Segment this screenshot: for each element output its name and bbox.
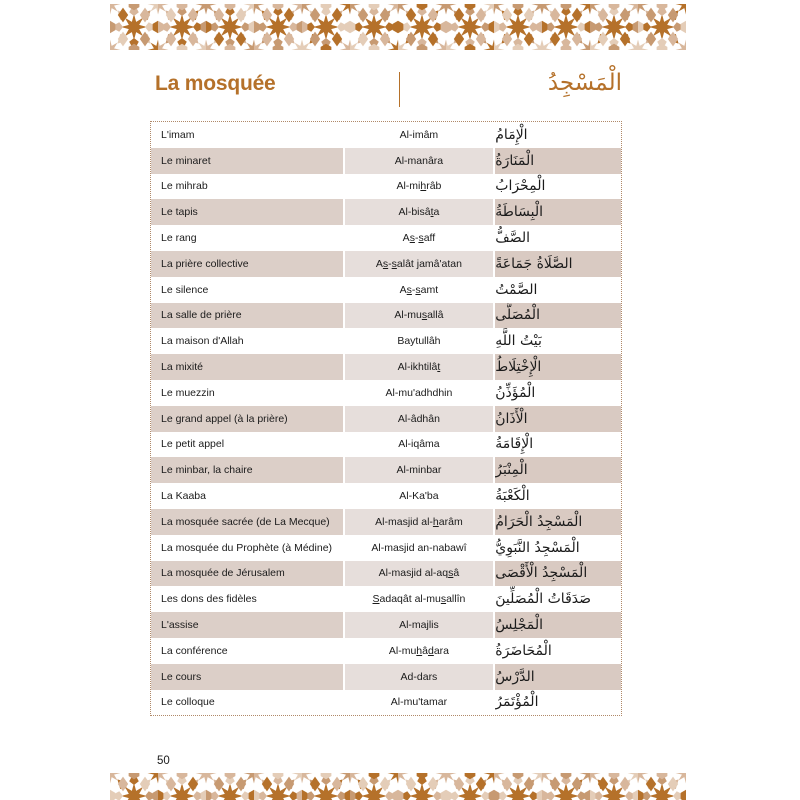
cell-transliteration: A s - s alât jamâ'atan <box>345 251 494 277</box>
cell-arabic: الْمُحَاضَرَةُ <box>495 638 621 664</box>
ornament-tile <box>446 773 494 800</box>
cell-arabic: الصَّفُّ <box>495 225 621 251</box>
cell-french: La mosquée sacrée (de La Mecque) <box>151 509 343 535</box>
cell-arabic: الْكَعْبَةُ <box>495 483 621 509</box>
cell-transliteration: Al-imâm <box>345 122 494 148</box>
ornament-tile <box>158 773 206 800</box>
cell-french: Le minaret <box>151 148 343 174</box>
cell-french: Les dons des fidèles <box>151 586 343 612</box>
cell-transliteration: A s - s amt <box>345 277 494 303</box>
cell-french: La mosquée de Jérusalem <box>151 561 343 587</box>
ornament-tile <box>638 4 686 50</box>
table-row <box>151 122 621 148</box>
cell-arabic: الْمِنْبَرُ <box>495 457 621 483</box>
page-number: 50 <box>157 755 170 767</box>
table-row <box>151 225 621 251</box>
table-row <box>151 612 621 638</box>
cell-transliteration: Al-majlis <box>345 612 494 638</box>
table-row <box>151 251 621 277</box>
cell-french: La salle de prière <box>151 303 343 329</box>
cell-transliteration: Al-bisâ t a <box>345 199 494 225</box>
ornament-tile <box>206 4 254 50</box>
cell-arabic: الْإِقَامَةُ <box>495 432 621 458</box>
cell-transliteration: Al-mu'tamar <box>345 690 494 716</box>
cell-arabic: الْمَجْلِسُ <box>495 612 621 638</box>
cell-transliteration: S adaqât al-mu s allîn <box>345 586 494 612</box>
cell-arabic: الْمُؤَذِّنُ <box>495 380 621 406</box>
cell-arabic: صَدَقَاتُ الْمُصَلِّينَ <box>495 586 621 612</box>
cell-arabic: بَيْتُ اللَّهِ <box>495 328 621 354</box>
cell-transliteration: Al-ikhtilâ t <box>345 354 494 380</box>
vocabulary-table <box>150 121 622 716</box>
page-title: La mosquée <box>155 72 276 95</box>
cell-arabic: الْإِخْتِلَاطُ <box>495 354 621 380</box>
table-row <box>151 380 621 406</box>
ornament-tile <box>638 773 686 800</box>
cell-french: Le rang <box>151 225 343 251</box>
table-row <box>151 483 621 509</box>
table-row <box>151 561 621 587</box>
cell-transliteration: Al-mu s allâ <box>345 303 494 329</box>
cell-french: Le petit appel <box>151 432 343 458</box>
table-row <box>151 535 621 561</box>
table-row <box>151 354 621 380</box>
cell-french: Le silence <box>151 277 343 303</box>
ornament-tile <box>590 4 638 50</box>
cell-arabic: الْبِسَاطَةُ <box>495 199 621 225</box>
ornament-tile <box>398 773 446 800</box>
cell-french: La mixité <box>151 354 343 380</box>
table-row <box>151 303 621 329</box>
ornament-tile <box>158 4 206 50</box>
ornament-tile <box>110 4 158 50</box>
table-row <box>151 690 621 716</box>
cell-french: Le minbar, la chaire <box>151 457 343 483</box>
table-row <box>151 638 621 664</box>
header-divider <box>399 72 400 107</box>
ornament-tile <box>542 4 590 50</box>
cell-arabic: الصَّلَاةُ جَمَاعَةً <box>495 251 621 277</box>
cell-french: L'assise <box>151 612 343 638</box>
cell-transliteration: Al-masjid al- h arâm <box>345 509 494 535</box>
cell-transliteration: Al-Ka'ba <box>345 483 494 509</box>
cell-french: Le colloque <box>151 690 343 716</box>
cell-arabic: الْمُؤْتَمَرُ <box>495 690 621 716</box>
cell-arabic: الْمَسْجِدُ الْأَقْصَى <box>495 561 621 587</box>
cell-french: Le tapis <box>151 199 343 225</box>
cell-french: La prière collective <box>151 251 343 277</box>
cell-transliteration: Al-mu'adhdhin <box>345 380 494 406</box>
table-row <box>151 148 621 174</box>
ornament-tile <box>302 4 350 50</box>
cell-french: Le grand appel (à la prière) <box>151 406 343 432</box>
page-title-arabic: الْمَسْجِدُ <box>547 70 622 96</box>
cell-transliteration: Baytullâh <box>345 328 494 354</box>
cell-french: La mosquée du Prophète (à Médine) <box>151 535 343 561</box>
ornament-tile <box>254 773 302 800</box>
table-row <box>151 406 621 432</box>
ornament-tile <box>494 773 542 800</box>
table-row <box>151 199 621 225</box>
table-row <box>151 174 621 200</box>
ornament-tile <box>494 4 542 50</box>
cell-arabic: الْمَسْجِدُ الْحَرَامُ <box>495 509 621 535</box>
ornament-tile <box>398 4 446 50</box>
ornament-tile <box>446 4 494 50</box>
table-row <box>151 277 621 303</box>
ornament-band-bottom <box>110 773 686 800</box>
ornament-tile <box>254 4 302 50</box>
cell-arabic: الْمِحْرَابُ <box>495 174 621 200</box>
cell-arabic: الْمَنَارَةُ <box>495 148 621 174</box>
cell-french: L'imam <box>151 122 343 148</box>
ornament-tile <box>350 773 398 800</box>
cell-transliteration: Al-masjid al-aq s â <box>345 561 494 587</box>
cell-arabic: الْمُصَلَّى <box>495 303 621 329</box>
ornament-tile <box>590 773 638 800</box>
cell-french: La maison d'Allah <box>151 328 343 354</box>
cell-transliteration: Al-mi h râb <box>345 174 494 200</box>
cell-french: La Kaaba <box>151 483 343 509</box>
cell-arabic: الْمَسْجِدُ النَّبَوِيُّ <box>495 535 621 561</box>
page-header <box>150 70 622 114</box>
ornament-band-top <box>110 4 686 50</box>
cell-french: Le muezzin <box>151 380 343 406</box>
table-row <box>151 664 621 690</box>
cell-transliteration: Al-manâra <box>345 148 494 174</box>
cell-transliteration: Al-mu h â d ara <box>345 638 494 664</box>
cell-french: La conférence <box>151 638 343 664</box>
cell-transliteration: Ad-dars <box>345 664 494 690</box>
ornament-tile <box>302 773 350 800</box>
ornament-tile <box>206 773 254 800</box>
ornament-tile <box>110 773 158 800</box>
cell-french: Le cours <box>151 664 343 690</box>
cell-transliteration: Al-masjid an-nabawî <box>345 535 494 561</box>
table-row <box>151 586 621 612</box>
table-row <box>151 328 621 354</box>
cell-arabic: الدَّرْسُ <box>495 664 621 690</box>
cell-transliteration: A s - s aff <box>345 225 494 251</box>
ornament-tile <box>542 773 590 800</box>
cell-arabic: الصَّمْتُ <box>495 277 621 303</box>
table-row <box>151 509 621 535</box>
cell-french: Le mihrab <box>151 174 343 200</box>
cell-arabic: الْأَذَانُ <box>495 406 621 432</box>
table-row <box>151 432 621 458</box>
cell-transliteration: Al-âdhân <box>345 406 494 432</box>
ornament-tile <box>350 4 398 50</box>
cell-transliteration: Al-minbar <box>345 457 494 483</box>
cell-transliteration: Al-iqâma <box>345 432 494 458</box>
table-row <box>151 457 621 483</box>
cell-arabic: الْإِمَامُ <box>495 122 621 148</box>
